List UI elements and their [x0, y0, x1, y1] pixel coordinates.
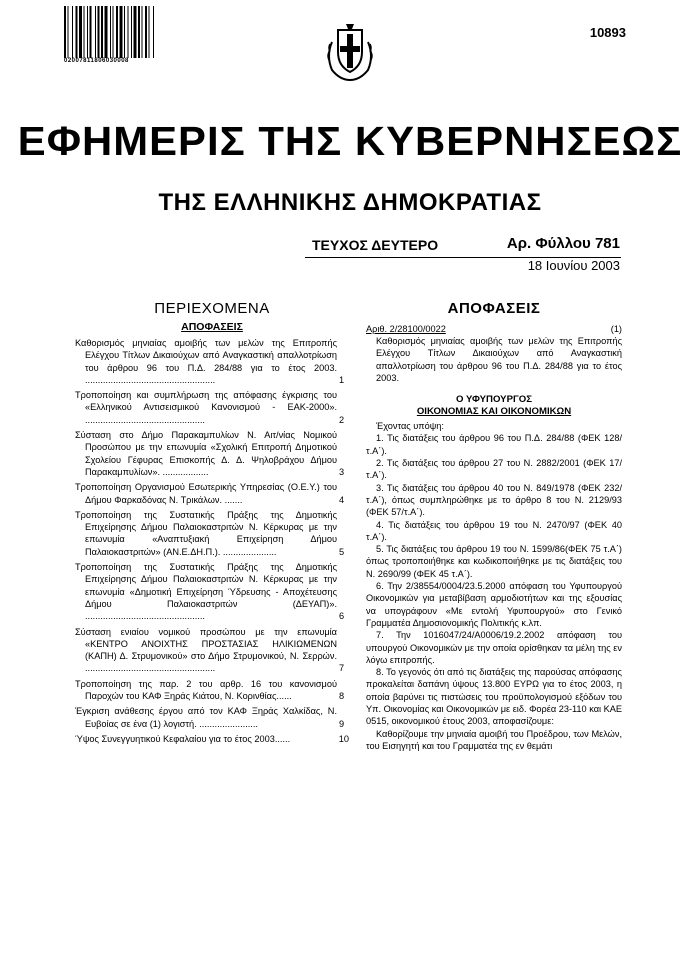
- minister-title: [366, 394, 622, 418]
- issue-date: 18 Ιουνίου 2003: [527, 258, 620, 273]
- masthead-subtitle: ΤΗΣ ΕΛΛΗΝΙΚΗΣ ΔΗΜΟΚΡΑΤΙΑΣ: [158, 189, 542, 216]
- consideration-point: 7. Την 1016047/24/Α0006/19.2.2002 απόφαση του υπουργού Οικονομικών με την οποία ορίσθηκαν τα μέλη της εν λόγω επιτροπής.: [366, 630, 622, 665]
- contents-item: Τροποποίηση της Συστατικής Πράξης της Δημοτικής Επιχείρησης Δήμου Παλαιοκαστριτών Ν. Κέρκυρας με την επωνυμία «Αναπτυξιακή Επιχείρηση Δήμου Παλαιοκαστριτών» (ΑΝ.Ε.ΔΗ.Π.). ..................... 5: [75, 509, 345, 557]
- sheet-number: Αρ. Φύλλου 781: [506, 235, 620, 252]
- consideration-point: 3. Τις διατάξεις του άρθρου 40 του Ν. 849/1978 (ΦΕΚ 232/τ.Α΄), όπως συμπληρώθηκε με το άρθρο 8 του Ν. 2129/93 (ΦΕΚ 57/τ.Α΄).: [366, 482, 622, 518]
- decision-reference: Αριθ. 2/28100/0022: [366, 324, 446, 334]
- masthead-title: ΕΦΗΜΕΡΙΣ ΤΗΣ ΚΥΒΕΡΝΗΣΕΩΣ: [17, 118, 683, 164]
- contents-item: Καθορισμός μηνιαίας αμοιβής των μελών της Επιτροπής Ελέγχου Τίτλων Δικαιούχων από Αναγκαστική απαλλοτρίωση του άρθρου 96 του Π.Δ. 284/88 για το έτος 2003. ................................................... 1: [75, 338, 345, 385]
- contents-column: [75, 300, 349, 748]
- decision-reference-row: [366, 323, 622, 335]
- contents-item-text: Έγκριση ανάθεσης έργου από τον ΚΑΦ Ξηράς Χαλκίδας, Ν. Ευβοίας σε ένα (1) λογιστή. .......................: [75, 706, 337, 729]
- considerations-list: [366, 432, 622, 727]
- consideration-point: 6. Την 2/38554/0004/23.5.2000 απόφαση του Υφυπουργού Οικονομικών για μεταβίβαση αρμοδιοτήτων και της εξουσίας να υπογράφουν «Με εντολή Υφυπουργού» στο Γενικό Γραμματέα Δημοσιονομικής Πολιτικής κ.λπ.: [366, 581, 622, 628]
- contents-item: Τροποποίηση της Συστατικής Πράξης της Δημοτικής Επιχείρησης Δήμου Παλαιοκαστριτών Ν. Κέρκυρας με την επωνυμία «Δημοτική Επιχείρηση Ύδρευσης - Αποχέτευσης Δήμου Παλαιοκαστριτών (ΔΕΥΑΠ)». ............................................... 6: [75, 562, 345, 622]
- contents-item-text: Σύσταση ενιαίου νομικού προσώπου με την επωνυμία «ΚΕΝΤΡΟ ΑΝΟΙΧΤΗΣ ΠΡΟΣΤΑΣΙΑΣ ΗΛΙΚΙΩΜΕΝΩΝ (ΚΑΠΗ) Δ. Στρυμονικού» στο Δήμο Στρυμονικού, Ν. Σερρών. ...................................................: [75, 626, 337, 674]
- minister-line-1: Ο ΥΦΥΠΟΥΡΓΟΣ: [456, 394, 532, 406]
- contents-item-text: Τροποποίηση Οργανισμού Εσωτερικής Υπηρεσίας (Ο.Ε.Υ.) του Δήμου Φαρκαδόνας Ν. Τρικάλων. .......: [75, 482, 337, 505]
- decision-closing: Καθορίζουμε την μηνιαία αμοιβή του Προέδρου, των Μελών, του Εισηγητή και του Γραμματέα της εν θεμάτι: [366, 728, 622, 751]
- contents-item: [75, 733, 349, 745]
- contents-item: Σύσταση στο Δήμο Παρακαμπυλίων Ν. Αιτ/νίας Νομικού Προσώπου με την επωνυμία «Σχολική Επιτροπή Δημοτικού Σχολείου Γέφυρας Επισκοπής Δ. Δ. Ψηλοβράχου Δήμου Παρακαμπυλίων». .................. 3: [75, 430, 345, 477]
- contents-item-text: Τροποποίηση της παρ. 2 του αρθρ. 16 του κανονισμού Παροχών του ΚΑΦ Ξηράς Κιάτου, Ν. Κορινθίας......: [75, 678, 337, 702]
- contents-heading: ΠΕΡΙΕΧΟΜΕΝΑ: [154, 300, 270, 317]
- coat-of-arms-icon: [326, 22, 374, 82]
- consideration-point: 8. Το γεγονός ότι από τις διατάξεις της παρούσας απόφασης προκαλείται δαπάνη ύψους 13.800 ΕΥΡΩ για το έτος 2003, η οποία βαρύνει τις πιστώσεις του προϋπολογισμού εξόδων του Υπ. Οικονομίας και Οικονομικών με ειδ. Φορέα 23-110 και ΚΑΕ 0515, οικονομικού έτους 2003, αποφασίζουμε:: [366, 667, 622, 727]
- decisions-column: [366, 300, 622, 752]
- consideration-point: 5. Τις διατάξεις του άρθρου 19 του Ν. 1599/86(ΦΕΚ 75 τ.Α΄) όπως τροποποιήθηκε και κωδικοποιήθηκε με τις διατάξεις του Ν. 2690/99 (ΦΕΚ 45 τ.Α΄).: [366, 544, 622, 579]
- contents-item: Σύσταση ενιαίου νομικού προσώπου με την επωνυμία «ΚΕΝΤΡΟ ΑΝΟΙΧΤΗΣ ΠΡΟΣΤΑΣΙΑΣ ΗΛΙΚΙΩΜΕΝΩΝ (ΚΑΠΗ) Δ. Στρυμονικού» στο Δήμο Στρυμονικού, Ν. Σερρών. ................................................... 7: [75, 626, 345, 674]
- consideration-point: 1. Τις διατάξεις του άρθρου 96 του Π.Δ. 284/88 (ΦΕΚ 128/τ.Α΄).: [366, 433, 622, 456]
- contents-item-text: Σύσταση στο Δήμο Παρακαμπυλίων Ν. Αιτ/νίας Νομικού Προσώπου με την επωνυμία «Σχολική Επιτροπή Δημοτικού Σχολείου Γέφυρας Επισκοπής Δ. Δ. Ψηλοβράχου Δήμου Παρακαμπυλίων». ..................: [75, 430, 337, 477]
- barcode-bars: [64, 6, 190, 58]
- minister-line-2: ΟΙΚΟΝΟΜΙΑΣ ΚΑΙ ΟΙΚΟΝΟΜΙΚΩΝ: [416, 406, 572, 418]
- considering-label: Έχοντας υπόψη:: [376, 421, 444, 432]
- contents-list: [75, 337, 349, 745]
- contents-item-text: Τροποποίηση και συμπλήρωση της απόφασης έγκρισης του «Ελληνικού Αντισεισμικού Κανονισμού - ΕΑΚ-2000». ...............................................: [75, 390, 337, 425]
- consideration-point: 2. Τις διατάξεις του άρθρου 27 του Ν. 2882/2001 (ΦΕΚ 17/τ.Α΄).: [366, 458, 622, 481]
- contents-item-text: Τροποποίηση της Συστατικής Πράξης της Δημοτικής Επιχείρησης Δήμου Παλαιοκαστριτών Ν. Κέρκυρας με την επωνυμία «Δημοτική Επιχείρηση Ύδρευσης - Αποχέτευσης Δήμου Παλαιοκαστριτών (ΔΕΥΑΠ)». ...............................................: [75, 562, 337, 622]
- decision-number: (1): [610, 324, 622, 334]
- decisions-heading: ΑΠΟΦΑΣΕΙΣ: [447, 300, 541, 317]
- contents-item-text: Τροποποίηση της Συστατικής Πράξης της Δημοτικής Επιχείρησης Δήμου Παλαιοκαστριτών Ν. Κέρκυρας με την επωνυμία «Αναπτυξιακή Επιχείρηση Δήμου Παλαιοκαστριτών» (ΑΝ.Ε.ΔΗ.Π.). .....................: [75, 509, 337, 557]
- page-number: 10893: [589, 25, 626, 40]
- issue-series: ΤΕΥΧΟΣ ΔΕΥΤΕΡΟ: [312, 237, 439, 253]
- barcode: [64, 6, 190, 62]
- decision-summary: Καθορισμός μηνιαίας αμοιβής των μελών της Επιτροπής Ελέγχου Τίτλων Δικαιούχων από Αναγκαστική απαλλοτρίωση του άρθρου 96 του Π.Δ. 284/88 για το έτος 2003.: [376, 336, 622, 383]
- barcode-number: 02007811806030008: [64, 58, 129, 64]
- contents-subheading: ΑΠΟΦΑΣΕΙΣ: [181, 321, 243, 333]
- contents-item: Τροποποίηση και συμπλήρωση της απόφασης έγκρισης του «Ελληνικού Αντισεισμικού Κανονισμού - ΕΑΚ-2000». ............................................... 2: [75, 390, 345, 425]
- contents-item: Τροποποίηση της παρ. 2 του αρθρ. 16 του κανονισμού Παροχών του ΚΑΦ Ξηράς Κιάτου, Ν. Κορινθίας...... 8: [75, 678, 345, 702]
- contents-item-text: Ύψος Συνεγγυητικού Κεφαλαίου για το έτος 2003......: [75, 733, 291, 744]
- consideration-point: 4. Τις διατάξεις του άρθρου 19 του Ν. 2470/97 (ΦΕΚ 40 τ.Α΄).: [366, 519, 622, 542]
- contents-item: Έγκριση ανάθεσης έργου από τον ΚΑΦ Ξηράς Χαλκίδας, Ν. Ευβοίας σε ένα (1) λογιστή. ....................... 9: [75, 706, 345, 729]
- contents-item: Τροποποίηση Οργανισμού Εσωτερικής Υπηρεσίας (Ο.Ε.Υ.) του Δήμου Φαρκαδόνας Ν. Τρικάλων. ....... 4: [75, 482, 345, 505]
- contents-item-text: Καθορισμός μηνιαίας αμοιβής των μελών της Επιτροπής Ελέγχου Τίτλων Δικαιούχων από Αναγκαστική απαλλοτρίωση του άρθρου 96 του Π.Δ. 284/88 για το έτος 2003. ...................................................: [75, 338, 337, 385]
